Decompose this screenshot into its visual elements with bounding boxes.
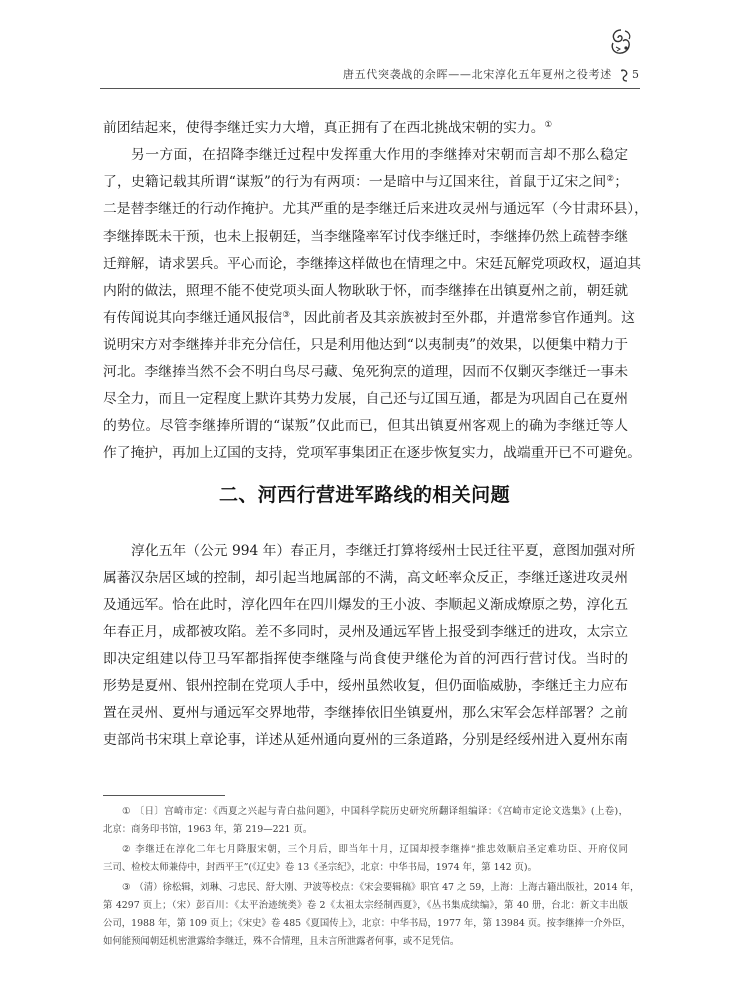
footnote-line [103, 803, 628, 821]
paragraph [103, 142, 648, 467]
footnote-text: 公司，1988 年，第 109 页上；《宋史》卷 485《夏国传上》，北京：中华书局，1977 年，第 13984 页。按李继捧一介外臣， [103, 918, 631, 929]
footnote [103, 879, 640, 951]
paragraph [103, 538, 636, 754]
footnote-line [103, 933, 628, 951]
swirl-ornament-icon [619, 68, 630, 83]
footnote-line [103, 915, 631, 933]
line-text: 即决定组建以侍卫马军都指挥使李继隆与尚食使尹继伦为首的河西行营讨伐。当时的 [103, 650, 628, 667]
text-line [103, 565, 628, 592]
line-text: 及通远军。恰在此时，淳化四年在四川爆发的王小波、李顺起义渐成燎原之势，淳化五 [103, 596, 628, 613]
text-line [103, 196, 648, 223]
footnote-text: 三司、检校太师兼侍中，封西平王”(《辽史》卷 13《圣宗纪》，北京：中华书局，1974 年，第 142 页)。 [103, 862, 537, 873]
line-text: 淳化五年（公元 994 年）春正月，李继迁打算将绥州士民迁往平夏，意图加强对所 [131, 542, 636, 559]
page-number: 5 [632, 68, 639, 81]
footnote-ref: ① [544, 119, 553, 130]
footnotes [103, 803, 640, 951]
text-line [103, 538, 636, 565]
line-text: 年春正月，成都被攻陷。差不多同时，灵州及通远军皆上报受到李继迁的进攻，太宗立 [103, 623, 628, 640]
running-title: 唐五代突袭战的余晖——北宋淳化五年夏州之役考述 [342, 68, 612, 81]
footnote-line [103, 879, 640, 897]
text-line [103, 646, 628, 673]
line-text: 吏部尚书宋琪上章论事，详述从延州通向夏州的三条道路，分别是经绥州进入夏州东南 [103, 731, 628, 748]
text-line [103, 727, 628, 754]
footnote-text: 〔日〕宫崎市定：《西夏之兴起与青白盐问题》，中国科学院历史研究所翻译组编译：《宫崎市定论文选集》(上卷)， [134, 806, 628, 817]
footnote-ref: ③ [282, 309, 290, 320]
line-text: 的势位。尽管李继捧所谓的“谋叛”仅此而已，但其出镇夏州客观上的确为李继迁等人 [103, 417, 628, 434]
text-line [103, 224, 628, 251]
text-line [103, 142, 628, 169]
paragraph [103, 115, 628, 142]
text-line [103, 305, 635, 332]
line-text: 另一方面，在招降李继迁过程中发挥重大作用的李继捧对宋朝而言却不那么稳定 [131, 147, 628, 164]
line-text: 属蕃汉杂居区域的控制，却引起当地属部的不满，高文岯率众反正，李继迁遂进攻灵州 [103, 569, 628, 586]
footnote-text: 李继迁在淳化二年七月降服宋朝，三个月后，即当年十月，辽国却授李继捧“推忠效顺启圣定难功臣、开府仪同 [135, 844, 628, 855]
emblem-icon [607, 27, 635, 57]
footnote-marker: ① [122, 806, 131, 817]
line-text: 作了掩护，再加上辽国的支持，党项军事集团正在逐步恢复实力，战端重开已不可避免。 [103, 444, 642, 461]
line-text: 有传闻说其向李继迁通风报信 [103, 309, 283, 326]
footnote-line [103, 859, 628, 877]
footnote-line [103, 821, 628, 839]
footnote-text: 北京：商务印书馆，1963 年，第 219—221 页。 [103, 824, 313, 835]
text-line [103, 332, 628, 359]
footnote-line [103, 841, 628, 859]
section-heading: 二、河西行营进军路线的相关问题 [218, 484, 510, 506]
text-line [103, 169, 628, 196]
line-text: 二是替李继迁的行动作掩护。尤其严重的是李继迁后来进攻灵州与通远军（今甘肃环县）， [103, 201, 648, 218]
footnote-marker: ③ [122, 882, 131, 893]
footnote-text: 第 4297 页上；（宋）彭百川：《太平治迹统类》卷 2《太祖太宗经制西夏》，《丛书集成续编》，第 40 册，台北：新文丰出版 [103, 900, 628, 911]
line-text: 迁辩解，请求罢兵。平心而论，李继捧这样做也在情理之中。宋廷瓦解党项政权，逼迫其 [103, 255, 642, 272]
line-text: 李继捧既未干预，也未上报朝廷，当李继隆率军讨伐李继迁时，李继捧仍然上疏替李继 [103, 228, 628, 245]
line-text: 尽全力，而且一定程度上默许其势力发展，自己还与辽国互通，都是为巩固自己在夏州 [103, 390, 628, 407]
header-rule [100, 88, 640, 89]
footnote-line [103, 897, 628, 915]
text-line [103, 413, 628, 440]
line-text: 了，史籍记载其所谓“谋叛”的行为有两项：一是暗中与辽国来往，首鼠于辽宋之间 [103, 174, 607, 191]
text-line [103, 278, 628, 305]
text-line [103, 251, 642, 278]
line-text: ； [614, 174, 628, 191]
footnote-rule [103, 795, 225, 796]
text-line [103, 592, 628, 619]
text-line [103, 619, 628, 646]
text-line [103, 115, 628, 142]
line-text: 前团结起来，使得李继迁实力大增，真正拥有了在西北挑战宋朝的实力。 [103, 119, 545, 136]
line-text: 置在灵州、夏州与通远军交界地带，李继捧依旧坐镇夏州，那么宋军会怎样部署？之前 [103, 704, 628, 721]
line-text: ，因此前者及其亲族被封至外郡，并遣常参官作通判。这 [289, 309, 635, 326]
footnote [103, 841, 628, 877]
footnote [103, 803, 628, 839]
line-text: 说明宋方对李继捧并非充分信任，只是利用他达到“以夷制夷”的效果，以便集中精力于 [103, 336, 628, 353]
footnote-ref: ② [606, 174, 615, 185]
text-line [103, 386, 628, 413]
text-line [103, 700, 628, 727]
footnote-text: （清）徐松辑，刘琳、刁忠民、舒大刚、尹波等校点：《宋会要辑稿》职官 47 之 59，上海：上海古籍出版社，2014 年， [134, 882, 640, 893]
footnote-marker: ② [122, 844, 132, 855]
text-line [103, 359, 628, 386]
line-text: 内附的做法，照理不能不使党项头面人物耿耿于怀，而李继捧在出镇夏州之前，朝廷就 [103, 282, 628, 299]
text-line [103, 440, 642, 467]
line-text: 形势是夏州、银州控制在党项人手中，绥州虽然收复，但仍面临威胁，李继迁主力应布 [103, 677, 628, 694]
footnote-text: 如何能预闻朝廷机密泄露给李继迁，殊不合情理，且未言所泄露者何事，或不足凭信。 [103, 936, 460, 947]
line-text: 河北。李继捧当然不会不明白鸟尽弓藏、兔死狗烹的道理，因而不仅剿灭李继迁一事未 [103, 363, 628, 380]
text-line [103, 673, 628, 700]
